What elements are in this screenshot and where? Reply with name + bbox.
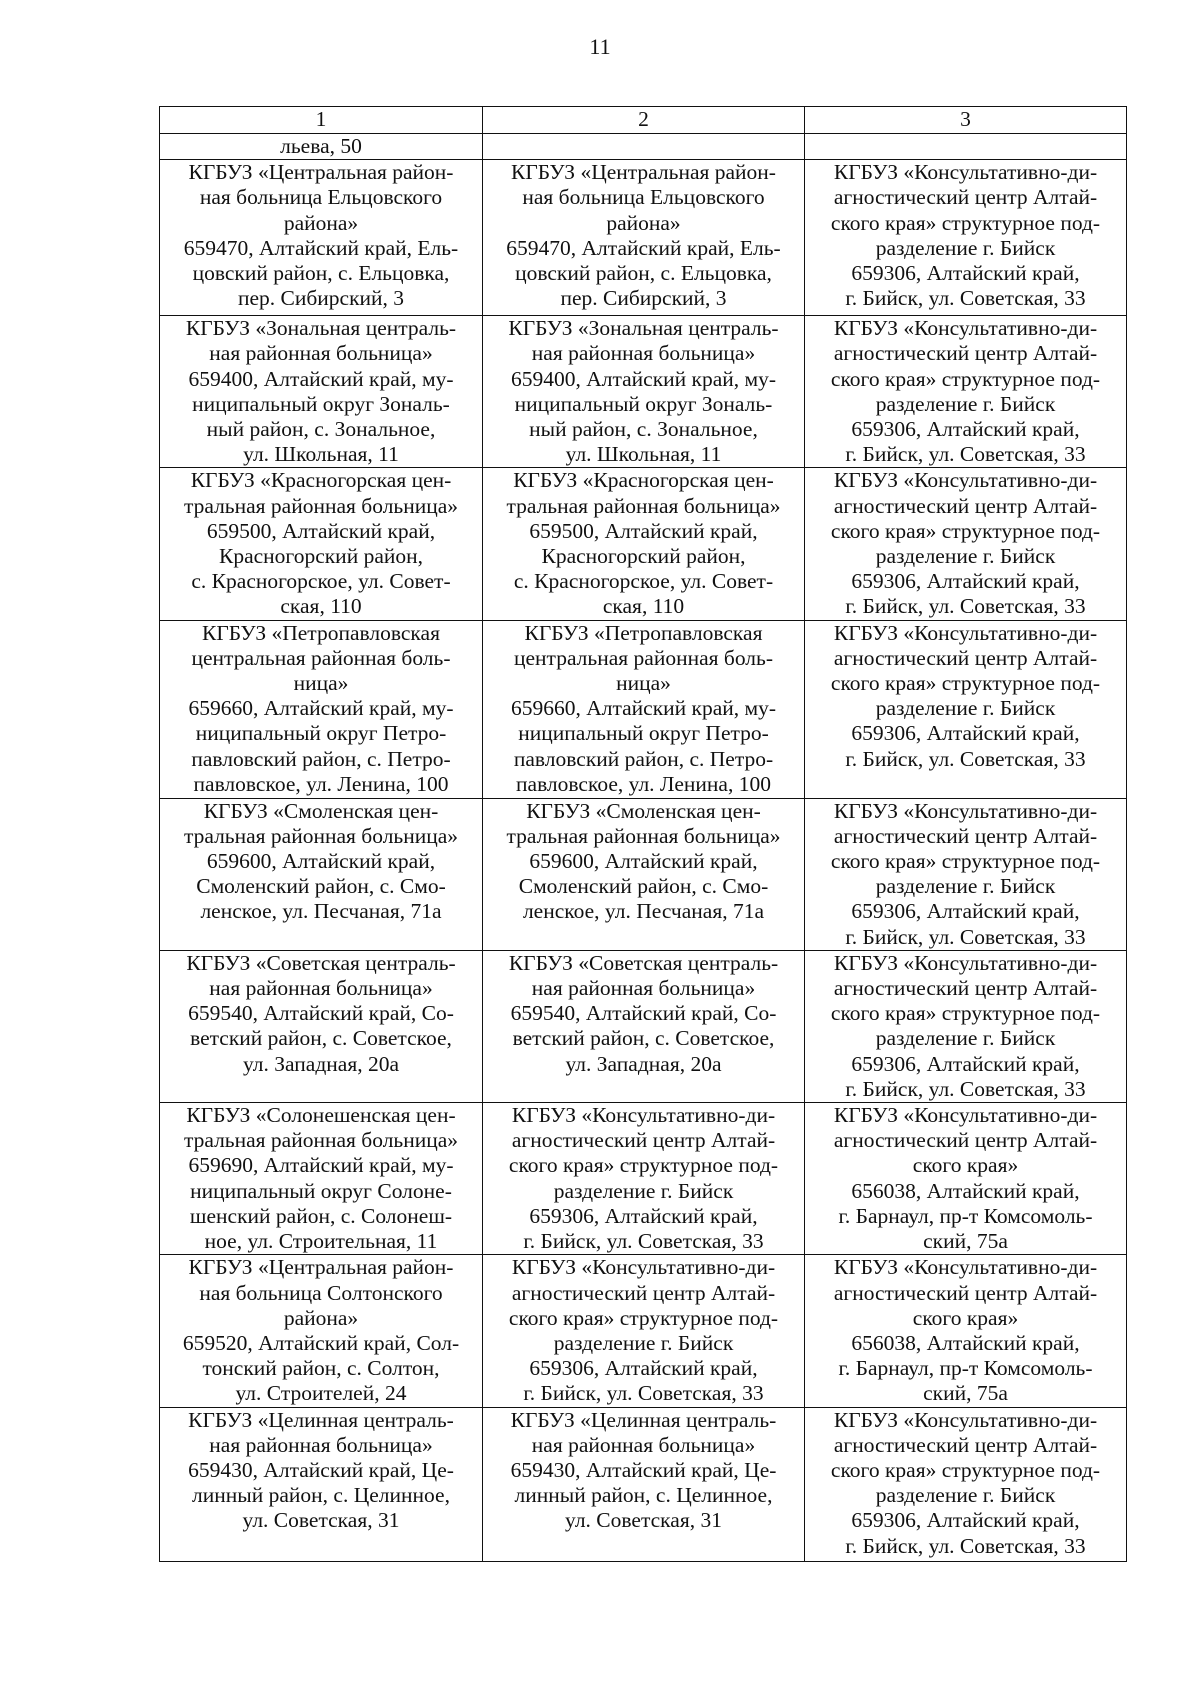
column-header-3: 3 <box>805 107 1127 134</box>
cell-text: КГБУЗ «Консультативно-ди- агностический центр Алтай- ского края» структурное под- разделение г. Бийск 659306, Алтайский край, г. Бийск, ул. Советская, 33 <box>830 160 1101 311</box>
cell-text: КГБУЗ «Целинная централь- ная районная больница» 659430, Алтайский край, Це- линный район, с. Целинное, ул. Советская, 31 <box>188 1407 454 1533</box>
table-row <box>160 620 1127 798</box>
table-cell <box>805 950 1127 1102</box>
cell-text: КГБУЗ «Консультативно-ди- агностический центр Алтай- ского края» структурное под- разделение г. Бийск 659306, Алтайский край, г. Бийск, ул. Советская, 33 <box>830 798 1101 949</box>
cell-text: КГБУЗ «Консультативно-ди- агностический центр Алтай- ского края» структурное под- разделение г. Бийск 659306, Алтайский край, г. Бийск, ул. Советская, 33 <box>508 1103 779 1254</box>
table-cell <box>805 798 1127 950</box>
cell-text: КГБУЗ «Центральная район- ная больница Ельцовского района» 659470, Алтайский край, Ель- цовский район, с. Ельцовка, пер. Сибирский, 3 <box>183 160 459 311</box>
cell-text: КГБУЗ «Советская централь- ная районная больница» 659540, Алтайский край, Со- ветский район, с. Советское, ул. Западная, 20а <box>186 950 456 1076</box>
cell-text: КГБУЗ «Консультативно-ди- агностический центр Алтай- ского края» 656038, Алтайский край, г. Барнаул, пр-т Комсомоль- ский, 75а <box>833 1103 1098 1254</box>
cell-text: КГБУЗ «Зональная централь- ная районная больница» 659400, Алтайский край, му- ниципальный округ Зональ- ный район, с. Зональное, ул. Школьная, 11 <box>508 316 779 467</box>
table-cell <box>160 316 483 468</box>
table-cell <box>483 316 805 468</box>
table-row <box>160 316 1127 468</box>
cell-text: КГБУЗ «Красногорская цен- тральная районная больница» 659500, Алтайский край, Красногорский район, с. Красногорское, ул. Совет- ская, 110 <box>183 468 459 619</box>
table-row <box>160 1407 1127 1561</box>
table-cell <box>805 134 1127 160</box>
table-cell <box>483 620 805 798</box>
table-cell <box>483 468 805 620</box>
table-cell <box>805 620 1127 798</box>
table-row <box>160 950 1127 1102</box>
table-cell <box>160 160 483 316</box>
cell-text: КГБУЗ «Петропавловская центральная районная боль- ница» 659660, Алтайский край, му- ниципальный округ Петро- павловский район, с. Петро- павловское, ул. Ленина, 100 <box>188 620 454 796</box>
table-row <box>160 468 1127 620</box>
cell-text: КГБУЗ «Советская централь- ная районная больница» 659540, Алтайский край, Со- ветский район, с. Советское, ул. Западная, 20а <box>508 950 779 1076</box>
table-cell <box>160 1103 483 1255</box>
cell-text: КГБУЗ «Консультативно-ди- агностический центр Алтай- ского края» структурное под- разделение г. Бийск 659306, Алтайский край, г. Бийск, ул. Советская, 33 <box>830 1407 1101 1558</box>
table-cell <box>805 1407 1127 1561</box>
table-cell <box>805 1103 1127 1255</box>
table-cell <box>160 798 483 950</box>
table-cell <box>160 1255 483 1407</box>
table-cell <box>483 1255 805 1407</box>
table-cell <box>805 468 1127 620</box>
table-row <box>160 160 1127 316</box>
table-cell <box>483 134 805 160</box>
table-cell <box>160 134 483 160</box>
table-row <box>160 1255 1127 1407</box>
cell-text: КГБУЗ «Петропавловская центральная районная боль- ница» 659660, Алтайский край, му- ниципальный округ Петро- павловский район, с. Петро- павловское, ул. Ленина, 100 <box>510 620 777 796</box>
table-cell <box>160 468 483 620</box>
table-cell <box>483 798 805 950</box>
cell-text: льева, 50 <box>280 134 362 158</box>
column-header-1: 1 <box>160 107 483 134</box>
cell-text: КГБУЗ «Смоленская цен- тральная районная больница» 659600, Алтайский край, Смоленский район, с. Смо- ленское, ул. Песчаная, 71а <box>183 798 459 924</box>
table-cell <box>805 160 1127 316</box>
table-cell <box>160 950 483 1102</box>
cell-text: КГБУЗ «Целинная централь- ная районная больница» 659430, Алтайский край, Це- линный район, с. Целинное, ул. Советская, 31 <box>510 1407 777 1533</box>
page-number: 11 <box>589 34 611 59</box>
table-row <box>160 1103 1127 1255</box>
cell-text: КГБУЗ «Смоленская цен- тральная районная больница» 659600, Алтайский край, Смоленский район, с. Смо- ленское, ул. Песчаная, 71а <box>506 798 781 924</box>
table-cell <box>160 620 483 798</box>
cell-text: КГБУЗ «Консультативно-ди- агностический центр Алтай- ского края» структурное под- разделение г. Бийск 659306, Алтайский край, г. Бийск, ул. Советская, 33 <box>830 950 1101 1101</box>
table-cell <box>483 950 805 1102</box>
table-cell <box>483 160 805 316</box>
table-cell <box>483 1407 805 1561</box>
table-row <box>160 798 1127 950</box>
document-table <box>159 106 1127 1562</box>
cell-text: КГБУЗ «Консультативно-ди- агностический центр Алтай- ского края» структурное под- разделение г. Бийск 659306, Алтайский край, г. Бийск, ул. Советская, 33 <box>830 620 1101 771</box>
cell-text: КГБУЗ «Консультативно-ди- агностический центр Алтай- ского края» структурное под- разделение г. Бийск 659306, Алтайский край, г. Бийск, ул. Советская, 33 <box>830 468 1101 619</box>
cell-text: КГБУЗ «Консультативно-ди- агностический центр Алтай- ского края» 656038, Алтайский край, г. Барнаул, пр-т Комсомоль- ский, 75а <box>833 1255 1098 1406</box>
table-cell <box>805 316 1127 468</box>
cell-text: КГБУЗ «Центральная район- ная больница Солтонского района» 659520, Алтайский край, Сол- тонский район, с. Солтон, ул. Строителей, 24 <box>182 1255 460 1406</box>
table-row <box>160 134 1127 160</box>
cell-text: КГБУЗ «Центральная район- ная больница Ельцовского района» 659470, Алтайский край, Ель- цовский район, с. Ельцовка, пер. Сибирский, 3 <box>506 160 781 311</box>
table-header-row <box>160 107 1127 134</box>
table-cell <box>483 1103 805 1255</box>
cell-text: КГБУЗ «Зональная централь- ная районная больница» 659400, Алтайский край, му- ниципальный округ Зональ- ный район, с. Зональное, ул. Школьная, 11 <box>185 316 457 467</box>
table-cell <box>805 1255 1127 1407</box>
cell-text: КГБУЗ «Консультативно-ди- агностический центр Алтай- ского края» структурное под- разделение г. Бийск 659306, Алтайский край, г. Бийск, ул. Советская, 33 <box>830 316 1101 467</box>
column-header-2: 2 <box>483 107 805 134</box>
cell-text: КГБУЗ «Красногорская цен- тральная районная больница» 659500, Алтайский край, Красногорский район, с. Красногорское, ул. Совет- ская, 110 <box>506 468 781 619</box>
cell-text: КГБУЗ «Консультативно-ди- агностический центр Алтай- ского края» структурное под- разделение г. Бийск 659306, Алтайский край, г. Бийск, ул. Советская, 33 <box>508 1255 779 1406</box>
cell-text: КГБУЗ «Солонешенская цен- тральная районная больница» 659690, Алтайский край, му- ниципальный округ Солоне- шенский район, с. Солонеш- ное, ул. Строительная, 11 <box>183 1103 459 1254</box>
table-cell <box>160 1407 483 1561</box>
